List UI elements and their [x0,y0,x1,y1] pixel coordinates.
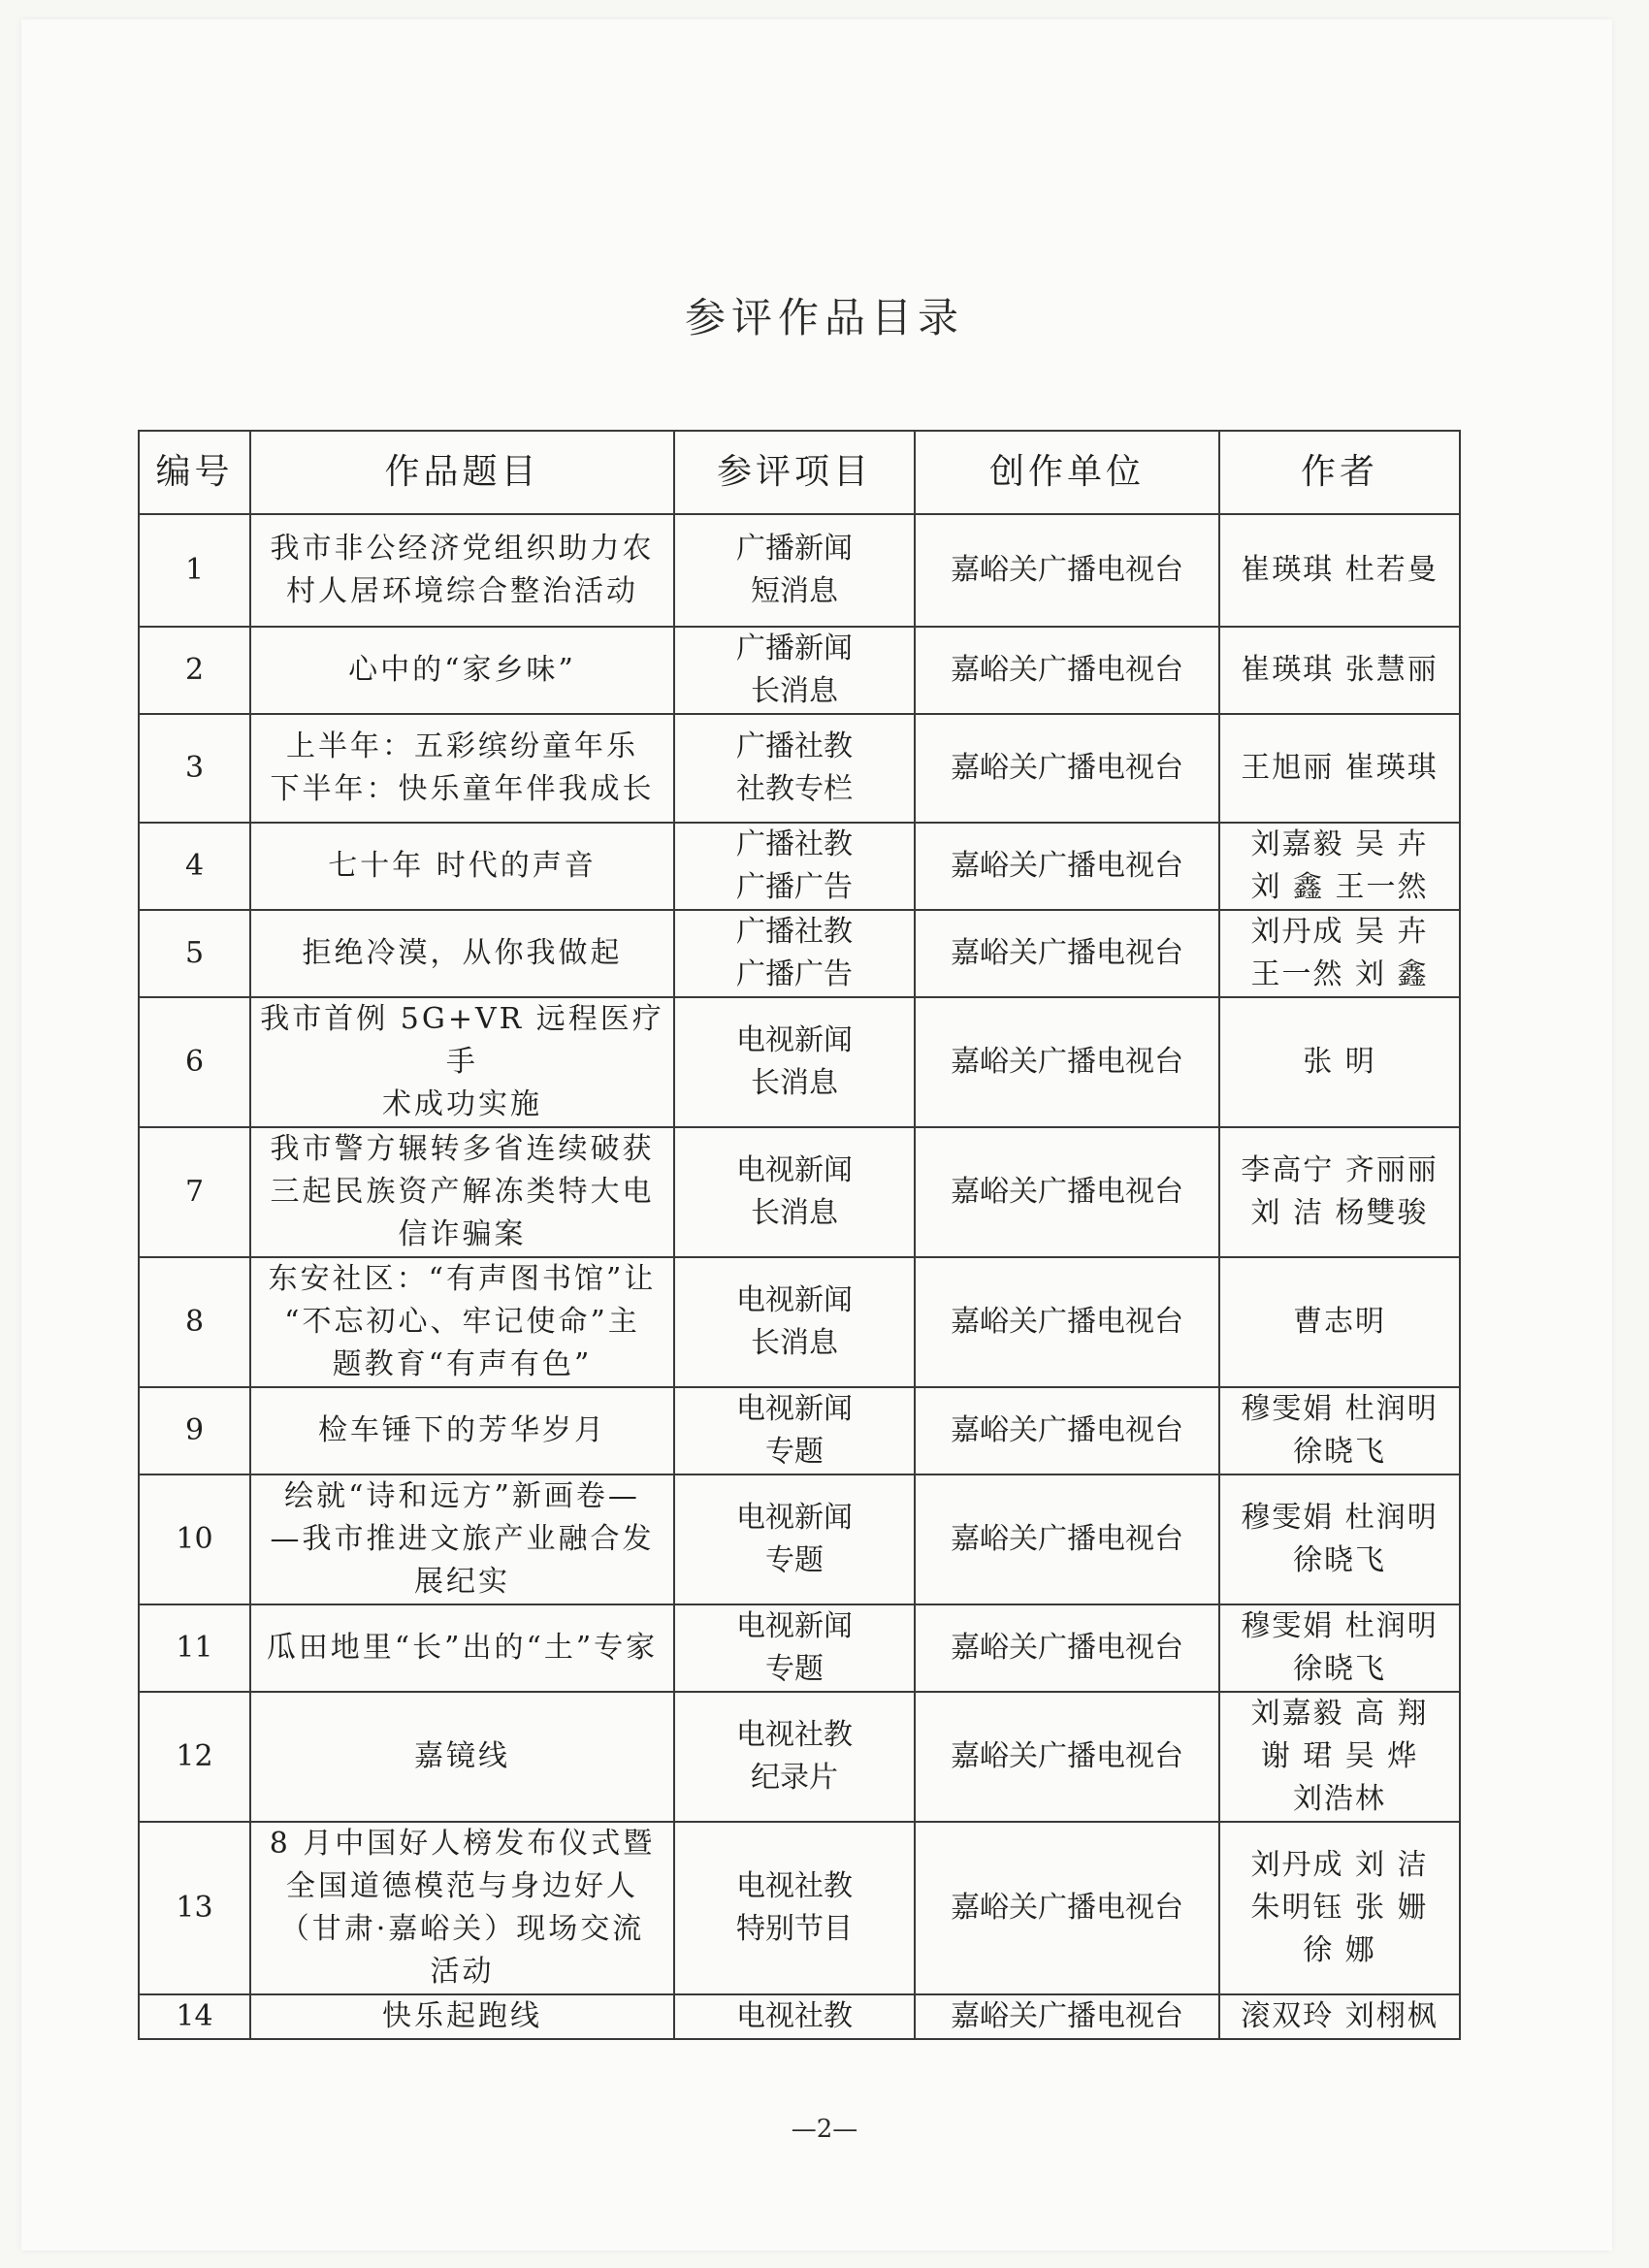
category-line: 长消息 [751,674,838,708]
category-line: 长消息 [751,1196,838,1230]
work-title-line: 上半年：五彩缤纷童年乐 [286,729,638,763]
authors-cell [1219,1387,1460,1474]
category-cell [674,1604,915,1692]
work-title-cell [250,823,674,910]
work-title-line: 村人居环境综合整治活动 [286,574,638,608]
unit-cell: 嘉峪关广播电视台 [915,823,1219,910]
unit-cell: 嘉峪关广播电视台 [915,1604,1219,1692]
work-title-cell [250,1387,674,1474]
header-authors: 作者 [1219,431,1460,514]
authors-cell [1219,1474,1460,1604]
table-row [139,714,1460,823]
category-cell [674,823,915,910]
work-title-line: “不忘初心、牢记使命”主 [284,1305,640,1339]
row-number: 7 [139,1127,250,1257]
work-title-line: 我市非公经济党组织助力农 [270,532,655,566]
category-line: 电视新闻 [736,1283,853,1317]
unit-cell: 嘉峪关广播电视台 [915,1822,1219,1994]
table-row [139,1387,1460,1474]
table-row [139,1822,1460,1994]
author-line: 李高宁 齐丽丽 [1241,1153,1439,1187]
unit-cell: 嘉峪关广播电视台 [915,514,1219,627]
authors-cell [1219,514,1460,627]
category-line: 长消息 [751,1066,838,1100]
table-row [139,1692,1460,1822]
category-line: 短消息 [751,574,838,608]
category-cell [674,1692,915,1822]
category-line: 电视新闻 [736,1153,853,1187]
category-line: 广播社教 [736,915,853,949]
unit-cell: 嘉峪关广播电视台 [915,1387,1219,1474]
row-number: 3 [139,714,250,823]
work-title-line: 心中的“家乡味” [348,653,576,687]
work-title-cell [250,627,674,714]
row-number: 1 [139,514,250,627]
unit-cell: 嘉峪关广播电视台 [915,1257,1219,1387]
author-line: 王旭丽 崔瑛琪 [1241,751,1439,785]
work-title-line: 活动 [430,1955,495,1989]
header-number: 编号 [139,431,250,514]
work-title-line: 检车锤下的芳华岁月 [318,1413,606,1447]
category-line: 专题 [765,1543,824,1577]
table-row [139,1474,1460,1604]
work-title-cell [250,1604,674,1692]
category-line: 广播广告 [736,870,853,904]
category-cell [674,1387,915,1474]
category-line: 电视社教 [736,1999,853,2033]
work-title-line: 七十年 时代的声音 [328,849,597,883]
author-line: 朱明钰 张 姗 [1250,1891,1429,1925]
row-number: 2 [139,627,250,714]
authors-cell [1219,823,1460,910]
author-line: 刘嘉毅 吴 卉 [1250,827,1429,861]
header-unit: 创作单位 [915,431,1219,514]
category-line: 电视社教 [736,1869,853,1903]
row-number: 6 [139,997,250,1127]
author-line: 刘嘉毅 高 翔 [1250,1697,1429,1731]
authors-cell [1219,1822,1460,1994]
authors-cell [1219,910,1460,997]
unit-cell: 嘉峪关广播电视台 [915,997,1219,1127]
category-cell [674,714,915,823]
row-number: 13 [139,1822,250,1994]
table-row [139,1257,1460,1387]
work-title-line: 瓜田地里“长”出的“土”专家 [266,1631,659,1665]
work-title-line: 术成功实施 [382,1087,542,1121]
category-line: 广播社教 [736,827,853,861]
work-title-cell [250,1692,674,1822]
authors-cell [1219,627,1460,714]
author-line: 刘丹成 吴 卉 [1250,915,1429,949]
work-title-line: 三起民族资产解冻类特大电 [270,1175,655,1209]
authors-cell [1219,714,1460,823]
category-cell [674,997,915,1127]
table-row [139,1994,1460,2039]
author-line: 徐晓飞 [1293,1435,1386,1469]
work-title-line: 嘉镜线 [414,1739,510,1773]
work-title-line: 快乐起跑线 [382,1999,542,2033]
authors-cell [1219,1127,1460,1257]
category-line: 纪录片 [751,1761,838,1795]
author-line: 张 明 [1303,1045,1376,1079]
table-row [139,627,1460,714]
table-row [139,1127,1460,1257]
unit-cell: 嘉峪关广播电视台 [915,1474,1219,1604]
header-work-title: 作品题目 [250,431,674,514]
category-line: 长消息 [751,1326,838,1360]
work-title-line: 8 月中国好人榜发布仪式暨 [269,1827,656,1861]
work-title-line: 我市警方辗转多省连续破获 [270,1132,655,1166]
category-cell [674,1994,915,2039]
authors-cell [1219,1257,1460,1387]
category-line: 电视社教 [736,1718,853,1752]
work-title-line: 全国道德模范与身边好人 [286,1869,638,1903]
author-line: 曹志明 [1293,1305,1386,1339]
row-number: 12 [139,1692,250,1822]
category-line: 广播广告 [736,957,853,991]
work-title-line: 东安社区：“有声图书馆”让 [268,1262,657,1296]
author-line: 刘 鑫 王一然 [1250,870,1429,904]
category-line: 电视新闻 [736,1392,853,1426]
work-title-line: （甘肃·嘉峪关）现场交流 [279,1912,645,1946]
author-line: 穆雯娟 杜润明 [1241,1609,1439,1643]
category-line: 社教专栏 [736,772,853,806]
unit-cell: 嘉峪关广播电视台 [915,714,1219,823]
category-line: 特别节目 [736,1912,853,1946]
unit-cell: 嘉峪关广播电视台 [915,1692,1219,1822]
work-title-cell [250,997,674,1127]
table-row [139,910,1460,997]
authors-cell [1219,1604,1460,1692]
category-cell [674,910,915,997]
author-line: 刘浩林 [1293,1782,1386,1816]
work-title-line: 题教育“有声有色” [332,1347,593,1381]
category-line: 电视新闻 [736,1609,853,1643]
work-title-cell [250,1994,674,2039]
work-title-line: 下半年：快乐童年伴我成长 [270,772,655,806]
author-line: 徐 娜 [1303,1933,1376,1967]
category-line: 专题 [765,1435,824,1469]
work-title-line: 展纪实 [414,1565,510,1599]
category-cell [674,514,915,627]
work-title-cell [250,910,674,997]
author-line: 滚双玲 刘栩枫 [1241,1999,1439,2033]
authors-cell [1219,1692,1460,1822]
unit-cell: 嘉峪关广播电视台 [915,910,1219,997]
unit-cell: 嘉峪关广播电视台 [915,1127,1219,1257]
author-line: 徐晓飞 [1293,1543,1386,1577]
category-cell [674,1257,915,1387]
page-title: 参评作品目录 [684,294,964,341]
category-cell [674,627,915,714]
work-title-cell [250,1474,674,1604]
author-line: 徐晓飞 [1293,1652,1386,1686]
work-title-cell [250,1127,674,1257]
work-title-cell [250,1257,674,1387]
category-cell [674,1822,915,1994]
category-line: 电视新闻 [736,1501,853,1535]
catalog-table [138,430,1461,2040]
work-title-line: 信诈骗案 [398,1217,527,1251]
table-row [139,823,1460,910]
author-line: 王一然 刘 鑫 [1250,957,1429,991]
category-cell [674,1127,915,1257]
header-category: 参评项目 [674,431,915,514]
work-title-cell [250,1822,674,1994]
author-line: 崔瑛琪 张慧丽 [1241,653,1439,687]
category-cell [674,1474,915,1604]
work-title-line: —我市推进文旅产业融合发 [270,1522,655,1556]
table-row [139,514,1460,627]
category-line: 广播社教 [736,729,853,763]
row-number: 10 [139,1474,250,1604]
authors-cell [1219,997,1460,1127]
page-number: —2— [791,2115,858,2144]
author-line: 刘 洁 杨雙骏 [1250,1196,1429,1230]
row-number: 4 [139,823,250,910]
author-line: 刘丹成 刘 洁 [1250,1848,1429,1882]
table-body [139,514,1460,2039]
row-number: 14 [139,1994,250,2039]
work-title-cell [250,514,674,627]
category-line: 广播新闻 [736,532,853,566]
work-title-line: 拒绝冷漠，从你我做起 [302,936,623,970]
author-line: 穆雯娟 杜润明 [1241,1392,1439,1426]
category-line: 专题 [765,1652,824,1686]
row-number: 8 [139,1257,250,1387]
unit-cell: 嘉峪关广播电视台 [915,627,1219,714]
unit-cell: 嘉峪关广播电视台 [915,1994,1219,2039]
author-line: 崔瑛琪 杜若曼 [1241,553,1439,587]
work-title-line: 绘就“诗和远方”新画卷— [284,1479,640,1513]
authors-cell [1219,1994,1460,2039]
category-line: 广播新闻 [736,632,853,665]
author-line: 穆雯娟 杜润明 [1241,1501,1439,1535]
work-title-line: 我市首例 5G+VR 远程医疗手 [260,1002,664,1079]
table-header-row [139,431,1460,514]
table-row [139,997,1460,1127]
row-number: 5 [139,910,250,997]
row-number: 9 [139,1387,250,1474]
author-line: 谢 珺 吴 烨 [1260,1739,1419,1773]
table-row [139,1604,1460,1692]
category-line: 电视新闻 [736,1023,853,1057]
work-title-cell [250,714,674,823]
row-number: 11 [139,1604,250,1692]
